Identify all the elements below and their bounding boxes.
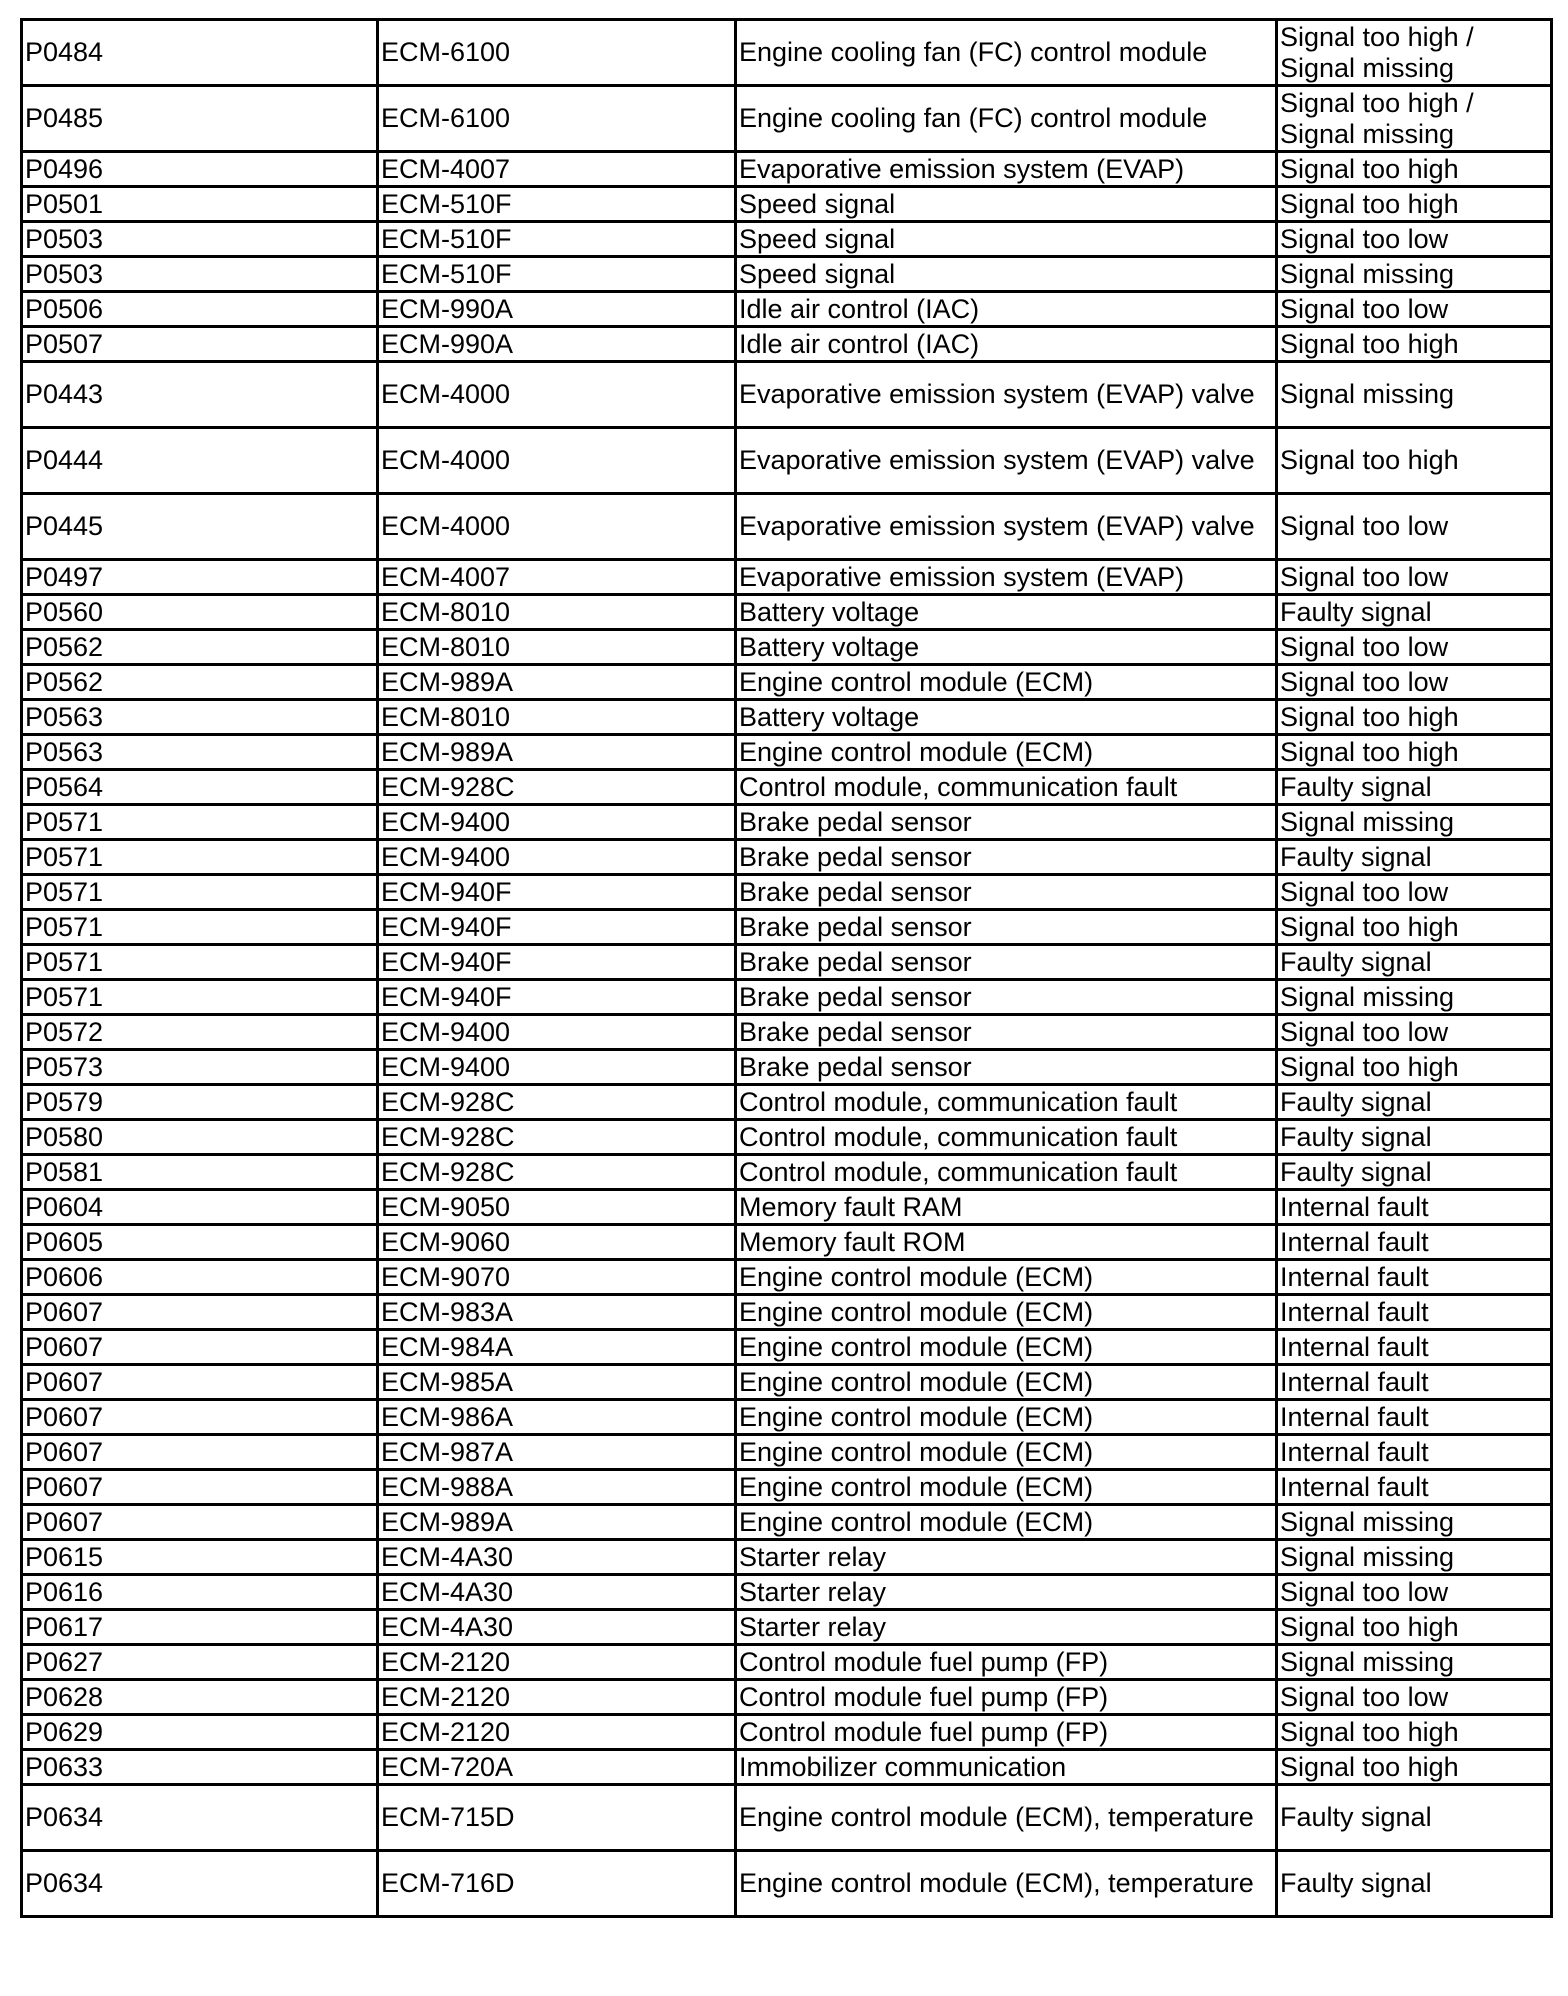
fault-type-cell: Faulty signal: [1277, 1120, 1552, 1155]
component-cell: Battery voltage: [736, 630, 1277, 665]
dtc-code-cell: P0616: [22, 1575, 378, 1610]
table-row: [22, 875, 1552, 910]
ecm-code-cell: ECM-720A: [378, 1750, 736, 1785]
table-row: [22, 1645, 1552, 1680]
component-cell: Brake pedal sensor: [736, 840, 1277, 875]
fault-type-cell: Internal fault: [1277, 1365, 1552, 1400]
component-cell: Engine control module (ECM): [736, 1400, 1277, 1435]
table-row: [22, 1435, 1552, 1470]
fault-type-cell: Faulty signal: [1277, 840, 1552, 875]
component-cell: Brake pedal sensor: [736, 980, 1277, 1015]
ecm-code-cell: ECM-4A30: [378, 1540, 736, 1575]
fault-type-cell: Signal too low: [1277, 222, 1552, 257]
dtc-code-cell: P0506: [22, 292, 378, 327]
fault-type-cell: Signal too low: [1277, 630, 1552, 665]
dtc-code-cell: P0497: [22, 560, 378, 595]
component-cell: Immobilizer communication: [736, 1750, 1277, 1785]
fault-type-cell: Faulty signal: [1277, 1851, 1552, 1917]
ecm-code-cell: ECM-510F: [378, 222, 736, 257]
table-row: [22, 910, 1552, 945]
ecm-code-cell: ECM-940F: [378, 980, 736, 1015]
component-cell: Memory fault RAM: [736, 1190, 1277, 1225]
ecm-code-cell: ECM-940F: [378, 875, 736, 910]
dtc-code-cell: P0607: [22, 1470, 378, 1505]
component-cell: Control module, communication fault: [736, 770, 1277, 805]
table-row: [22, 362, 1552, 428]
table-row: [22, 86, 1552, 152]
fault-type-cell: Signal too high: [1277, 910, 1552, 945]
fault-type-cell: Signal too low: [1277, 494, 1552, 560]
table-row: [22, 1505, 1552, 1540]
component-cell: Engine control module (ECM): [736, 1505, 1277, 1540]
ecm-code-cell: ECM-510F: [378, 187, 736, 222]
component-cell: Brake pedal sensor: [736, 1050, 1277, 1085]
component-cell: Engine control module (ECM): [736, 665, 1277, 700]
fault-type-cell: Signal too high: [1277, 1715, 1552, 1750]
dtc-code-cell: P0572: [22, 1015, 378, 1050]
dtc-code-cell: P0633: [22, 1750, 378, 1785]
dtc-code-cell: P0606: [22, 1260, 378, 1295]
dtc-code-cell: P0615: [22, 1540, 378, 1575]
dtc-code-cell: P0571: [22, 945, 378, 980]
fault-type-cell: Internal fault: [1277, 1470, 1552, 1505]
table-row: [22, 428, 1552, 494]
ecm-code-cell: ECM-940F: [378, 945, 736, 980]
table-row: [22, 1260, 1552, 1295]
table-row: [22, 1470, 1552, 1505]
dtc-code-cell: P0607: [22, 1365, 378, 1400]
dtc-code-cell: P0607: [22, 1330, 378, 1365]
dtc-code-cell: P0571: [22, 980, 378, 1015]
fault-type-cell: Signal too high: [1277, 1750, 1552, 1785]
component-cell: Battery voltage: [736, 700, 1277, 735]
table-row: [22, 630, 1552, 665]
fault-type-cell: Signal too high: [1277, 187, 1552, 222]
ecm-code-cell: ECM-9400: [378, 1015, 736, 1050]
table-row: [22, 1190, 1552, 1225]
table-row: [22, 1085, 1552, 1120]
dtc-code-cell: P0571: [22, 805, 378, 840]
component-cell: Engine cooling fan (FC) control module: [736, 86, 1277, 152]
component-cell: Control module, communication fault: [736, 1155, 1277, 1190]
dtc-table: [20, 18, 1553, 1918]
ecm-code-cell: ECM-990A: [378, 327, 736, 362]
dtc-code-cell: P0571: [22, 910, 378, 945]
table-row: [22, 840, 1552, 875]
table-row: [22, 494, 1552, 560]
fault-type-cell: Signal too high: [1277, 1610, 1552, 1645]
table-row: [22, 595, 1552, 630]
component-cell: Speed signal: [736, 257, 1277, 292]
table-row: [22, 1715, 1552, 1750]
fault-type-cell: Internal fault: [1277, 1260, 1552, 1295]
dtc-code-cell: P0484: [22, 20, 378, 86]
ecm-code-cell: ECM-510F: [378, 257, 736, 292]
fault-type-cell: Signal too low: [1277, 875, 1552, 910]
component-cell: Brake pedal sensor: [736, 945, 1277, 980]
component-cell: Starter relay: [736, 1575, 1277, 1610]
ecm-code-cell: ECM-2120: [378, 1645, 736, 1680]
fault-type-cell: Signal too low: [1277, 560, 1552, 595]
ecm-code-cell: ECM-928C: [378, 1155, 736, 1190]
ecm-code-cell: ECM-4A30: [378, 1575, 736, 1610]
dtc-code-cell: P0579: [22, 1085, 378, 1120]
table-row: [22, 1365, 1552, 1400]
fault-type-cell: Signal missing: [1277, 1505, 1552, 1540]
ecm-code-cell: ECM-928C: [378, 1085, 736, 1120]
ecm-code-cell: ECM-4007: [378, 152, 736, 187]
ecm-code-cell: ECM-9400: [378, 840, 736, 875]
component-cell: Evaporative emission system (EVAP) valve: [736, 494, 1277, 560]
table-row: [22, 1225, 1552, 1260]
fault-type-cell: Signal too low: [1277, 1680, 1552, 1715]
component-cell: Engine control module (ECM): [736, 1330, 1277, 1365]
fault-type-cell: Signal too low: [1277, 292, 1552, 327]
component-cell: Evaporative emission system (EVAP): [736, 560, 1277, 595]
dtc-code-cell: P0496: [22, 152, 378, 187]
fault-type-cell: Signal missing: [1277, 362, 1552, 428]
table-row: [22, 1015, 1552, 1050]
component-cell: Control module fuel pump (FP): [736, 1715, 1277, 1750]
component-cell: Brake pedal sensor: [736, 875, 1277, 910]
fault-type-cell: Signal too high: [1277, 1050, 1552, 1085]
fault-type-cell: Signal too high / Signal missing: [1277, 86, 1552, 152]
fault-type-cell: Faulty signal: [1277, 595, 1552, 630]
dtc-code-cell: P0443: [22, 362, 378, 428]
ecm-code-cell: ECM-2120: [378, 1715, 736, 1750]
table-row: [22, 187, 1552, 222]
dtc-code-cell: P0607: [22, 1295, 378, 1330]
table-row: [22, 735, 1552, 770]
table-row: [22, 1540, 1552, 1575]
dtc-code-cell: P0564: [22, 770, 378, 805]
component-cell: Engine control module (ECM): [736, 1260, 1277, 1295]
ecm-code-cell: ECM-716D: [378, 1851, 736, 1917]
fault-type-cell: Signal too low: [1277, 1015, 1552, 1050]
component-cell: Engine control module (ECM): [736, 1295, 1277, 1330]
component-cell: Speed signal: [736, 187, 1277, 222]
fault-type-cell: Signal too high / Signal missing: [1277, 20, 1552, 86]
component-cell: Engine control module (ECM): [736, 1365, 1277, 1400]
component-cell: Engine control module (ECM): [736, 735, 1277, 770]
dtc-code-cell: P0629: [22, 1715, 378, 1750]
ecm-code-cell: ECM-9050: [378, 1190, 736, 1225]
dtc-code-cell: P0444: [22, 428, 378, 494]
table-row: [22, 1680, 1552, 1715]
fault-type-cell: Internal fault: [1277, 1225, 1552, 1260]
dtc-code-cell: P0581: [22, 1155, 378, 1190]
dtc-code-cell: P0573: [22, 1050, 378, 1085]
component-cell: Evaporative emission system (EVAP) valve: [736, 362, 1277, 428]
table-row: [22, 805, 1552, 840]
component-cell: Control module, communication fault: [736, 1120, 1277, 1155]
dtc-code-cell: P0501: [22, 187, 378, 222]
fault-type-cell: Signal too high: [1277, 327, 1552, 362]
component-cell: Control module fuel pump (FP): [736, 1680, 1277, 1715]
component-cell: Control module fuel pump (FP): [736, 1645, 1277, 1680]
table-row: [22, 1610, 1552, 1645]
fault-type-cell: Signal missing: [1277, 805, 1552, 840]
table-row: [22, 327, 1552, 362]
component-cell: Evaporative emission system (EVAP): [736, 152, 1277, 187]
dtc-code-cell: P0571: [22, 840, 378, 875]
table-row: [22, 1120, 1552, 1155]
table-row: [22, 665, 1552, 700]
ecm-code-cell: ECM-4000: [378, 362, 736, 428]
component-cell: Idle air control (IAC): [736, 292, 1277, 327]
table-row: [22, 1851, 1552, 1917]
fault-type-cell: Signal too high: [1277, 735, 1552, 770]
ecm-code-cell: ECM-989A: [378, 735, 736, 770]
dtc-code-cell: P0607: [22, 1400, 378, 1435]
fault-type-cell: Signal missing: [1277, 257, 1552, 292]
fault-type-cell: Faulty signal: [1277, 945, 1552, 980]
component-cell: Battery voltage: [736, 595, 1277, 630]
table-row: [22, 152, 1552, 187]
fault-type-cell: Internal fault: [1277, 1295, 1552, 1330]
dtc-code-cell: P0628: [22, 1680, 378, 1715]
ecm-code-cell: ECM-9070: [378, 1260, 736, 1295]
dtc-code-cell: P0507: [22, 327, 378, 362]
table-row: [22, 20, 1552, 86]
table-row: [22, 560, 1552, 595]
ecm-code-cell: ECM-8010: [378, 595, 736, 630]
ecm-code-cell: ECM-988A: [378, 1470, 736, 1505]
ecm-code-cell: ECM-9400: [378, 805, 736, 840]
table-row: [22, 1785, 1552, 1851]
component-cell: Brake pedal sensor: [736, 1015, 1277, 1050]
dtc-code-cell: P0634: [22, 1851, 378, 1917]
dtc-code-cell: P0604: [22, 1190, 378, 1225]
fault-type-cell: Faulty signal: [1277, 1785, 1552, 1851]
ecm-code-cell: ECM-9400: [378, 1050, 736, 1085]
dtc-code-cell: P0607: [22, 1435, 378, 1470]
dtc-code-cell: P0634: [22, 1785, 378, 1851]
component-cell: Engine control module (ECM), temperature: [736, 1851, 1277, 1917]
ecm-code-cell: ECM-6100: [378, 86, 736, 152]
component-cell: Idle air control (IAC): [736, 327, 1277, 362]
component-cell: Brake pedal sensor: [736, 805, 1277, 840]
dtc-code-cell: P0485: [22, 86, 378, 152]
fault-type-cell: Faulty signal: [1277, 1155, 1552, 1190]
component-cell: Evaporative emission system (EVAP) valve: [736, 428, 1277, 494]
ecm-code-cell: ECM-8010: [378, 700, 736, 735]
dtc-code-cell: P0503: [22, 222, 378, 257]
component-cell: Engine control module (ECM): [736, 1470, 1277, 1505]
ecm-code-cell: ECM-987A: [378, 1435, 736, 1470]
ecm-code-cell: ECM-4007: [378, 560, 736, 595]
dtc-code-cell: P0607: [22, 1505, 378, 1540]
fault-type-cell: Faulty signal: [1277, 1085, 1552, 1120]
ecm-code-cell: ECM-928C: [378, 1120, 736, 1155]
ecm-code-cell: ECM-6100: [378, 20, 736, 86]
ecm-code-cell: ECM-4000: [378, 494, 736, 560]
dtc-code-cell: P0562: [22, 665, 378, 700]
dtc-code-cell: P0563: [22, 700, 378, 735]
table-row: [22, 1155, 1552, 1190]
component-cell: Engine control module (ECM), temperature: [736, 1785, 1277, 1851]
dtc-code-cell: P0571: [22, 875, 378, 910]
component-cell: Speed signal: [736, 222, 1277, 257]
ecm-code-cell: ECM-986A: [378, 1400, 736, 1435]
ecm-code-cell: ECM-983A: [378, 1295, 736, 1330]
component-cell: Engine control module (ECM): [736, 1435, 1277, 1470]
fault-type-cell: Signal too low: [1277, 1575, 1552, 1610]
fault-type-cell: Internal fault: [1277, 1400, 1552, 1435]
ecm-code-cell: ECM-940F: [378, 910, 736, 945]
dtc-code-cell: P0627: [22, 1645, 378, 1680]
component-cell: Engine cooling fan (FC) control module: [736, 20, 1277, 86]
dtc-code-cell: P0503: [22, 257, 378, 292]
fault-type-cell: Signal too high: [1277, 152, 1552, 187]
dtc-code-cell: P0580: [22, 1120, 378, 1155]
table-row: [22, 1050, 1552, 1085]
dtc-code-cell: P0560: [22, 595, 378, 630]
fault-type-cell: Signal too low: [1277, 665, 1552, 700]
ecm-code-cell: ECM-984A: [378, 1330, 736, 1365]
dtc-code-cell: P0617: [22, 1610, 378, 1645]
fault-type-cell: Signal missing: [1277, 1540, 1552, 1575]
fault-type-cell: Internal fault: [1277, 1330, 1552, 1365]
table-row: [22, 1750, 1552, 1785]
component-cell: Starter relay: [736, 1610, 1277, 1645]
fault-type-cell: Signal too high: [1277, 428, 1552, 494]
component-cell: Memory fault ROM: [736, 1225, 1277, 1260]
ecm-code-cell: ECM-4A30: [378, 1610, 736, 1645]
ecm-code-cell: ECM-985A: [378, 1365, 736, 1400]
table-row: [22, 257, 1552, 292]
ecm-code-cell: ECM-8010: [378, 630, 736, 665]
ecm-code-cell: ECM-715D: [378, 1785, 736, 1851]
table-row: [22, 980, 1552, 1015]
ecm-code-cell: ECM-989A: [378, 665, 736, 700]
ecm-code-cell: ECM-9060: [378, 1225, 736, 1260]
fault-type-cell: Internal fault: [1277, 1435, 1552, 1470]
ecm-code-cell: ECM-989A: [378, 1505, 736, 1540]
component-cell: Brake pedal sensor: [736, 910, 1277, 945]
dtc-table-body: [22, 20, 1552, 1917]
fault-type-cell: Signal missing: [1277, 1645, 1552, 1680]
ecm-code-cell: ECM-2120: [378, 1680, 736, 1715]
table-row: [22, 222, 1552, 257]
table-row: [22, 1330, 1552, 1365]
fault-type-cell: Signal missing: [1277, 980, 1552, 1015]
ecm-code-cell: ECM-4000: [378, 428, 736, 494]
fault-type-cell: Faulty signal: [1277, 770, 1552, 805]
table-row: [22, 292, 1552, 327]
table-row: [22, 945, 1552, 980]
table-row: [22, 1295, 1552, 1330]
dtc-code-cell: P0562: [22, 630, 378, 665]
table-row: [22, 700, 1552, 735]
ecm-code-cell: ECM-990A: [378, 292, 736, 327]
dtc-code-cell: P0605: [22, 1225, 378, 1260]
dtc-code-cell: P0445: [22, 494, 378, 560]
dtc-code-cell: P0563: [22, 735, 378, 770]
component-cell: Control module, communication fault: [736, 1085, 1277, 1120]
table-row: [22, 1400, 1552, 1435]
fault-type-cell: Internal fault: [1277, 1190, 1552, 1225]
fault-type-cell: Signal too high: [1277, 700, 1552, 735]
table-row: [22, 770, 1552, 805]
ecm-code-cell: ECM-928C: [378, 770, 736, 805]
table-row: [22, 1575, 1552, 1610]
component-cell: Starter relay: [736, 1540, 1277, 1575]
